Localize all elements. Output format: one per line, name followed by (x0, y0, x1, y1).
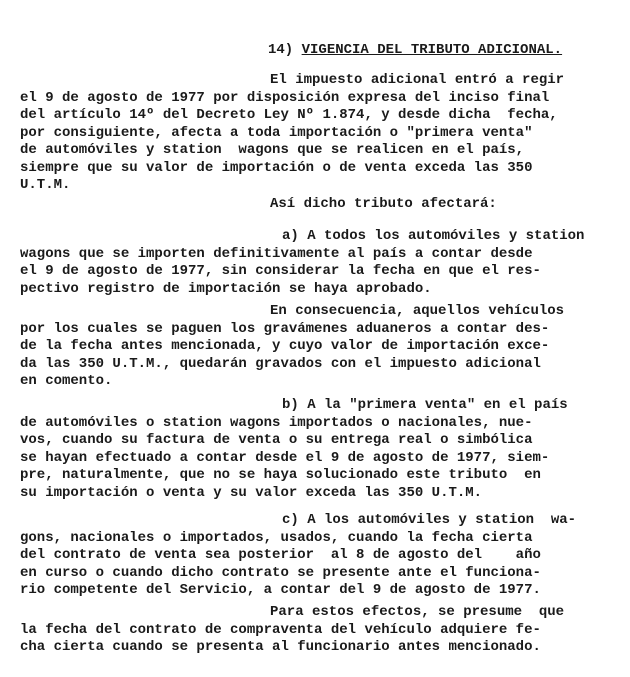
text-line: se hayan efectuado a contar desde el 9 de agosto de 1977, siem- (20, 449, 550, 466)
section-heading (268, 42, 562, 58)
text-line: En consecuencia, aquellos vehículos (270, 303, 565, 319)
text-line: su importación o venta y su valor exceda las 350 U.T.M. (20, 484, 483, 501)
text-line: en comento. (20, 373, 113, 389)
paragraph-item-b (20, 397, 615, 502)
text-line: en curso o cuando dicho contrato se presente ante el funciona- (20, 564, 541, 581)
text-line: Para estos efectos, se presume que (270, 604, 565, 620)
text-line: b) A la "primera venta" en el país (282, 397, 568, 413)
text-line: cha cierta cuando se presenta al funcionario antes mencionado. (20, 639, 541, 655)
section-title: VIGENCIA DEL TRIBUTO ADICIONAL. (301, 42, 563, 58)
text-line: el 9 de agosto de 1977, sin considerar la fecha en que el res- (20, 263, 541, 279)
text-line: da las 350 U.T.M., quedarán gravados con el impuesto adicional (20, 355, 541, 372)
text-line: del contrato de venta sea posterior al 8 de agosto del año (20, 547, 541, 563)
text-line: gons, nacionales o importados, usados, cuando la fecha cierta (20, 529, 533, 546)
text-line: wagons que se importen definitivamente al país a contar desde (20, 245, 533, 262)
text-line: siempre que su valor de importación o de venta exceda las 350 (20, 159, 533, 176)
text-line: pectivo registro de importación se haya aprobado. (20, 280, 432, 297)
text-line: U.T.M. (20, 177, 71, 193)
text-line: c) A los automóviles y station wa- (282, 512, 577, 528)
section-number: 14) (268, 42, 294, 58)
text-line: el 9 de agosto de 1977 por disposición expresa del inciso final (20, 89, 550, 106)
text-line: de la fecha antes mencionada, y cuyo valor de importación exce- (20, 338, 550, 354)
text-line: por los cuales se paguen los gravámenes aduaneros a contar des- (20, 320, 550, 337)
paragraph-item-a (20, 228, 615, 298)
text-line: El impuesto adicional entró a regir (270, 72, 565, 88)
paragraph-presumption (20, 604, 615, 657)
text-line: de automóviles o station wagons importados o nacionales, nue- (20, 414, 533, 431)
text-line: la fecha del contrato de compraventa del vehículo adquiere fe- (20, 621, 541, 638)
text-line: a) A todos los automóviles y station (282, 228, 585, 244)
paragraph-intro (20, 72, 615, 195)
text-line: pre, naturalmente, que no se haya solucionado este tributo en (20, 467, 541, 483)
text-line: del artículo 14º del Decreto Ley Nº 1.874, y desde dicha fecha, (20, 107, 558, 123)
text-line: rio competente del Servicio, a contar del 9 de agosto de 1977. (20, 582, 541, 598)
paragraph-item-c (20, 512, 615, 600)
text-line: de automóviles y station wagons que se realicen en el país, (20, 142, 525, 158)
paragraph-consequence (20, 303, 615, 391)
text-line: por consiguiente, afecta a toda importación o "primera venta" (20, 124, 533, 141)
paragraph-lead-in (20, 196, 615, 214)
text-line: vos, cuando su factura de venta o su entrega real o simbólica (20, 432, 533, 448)
text-line: Así dicho tributo afectará: (270, 196, 497, 212)
